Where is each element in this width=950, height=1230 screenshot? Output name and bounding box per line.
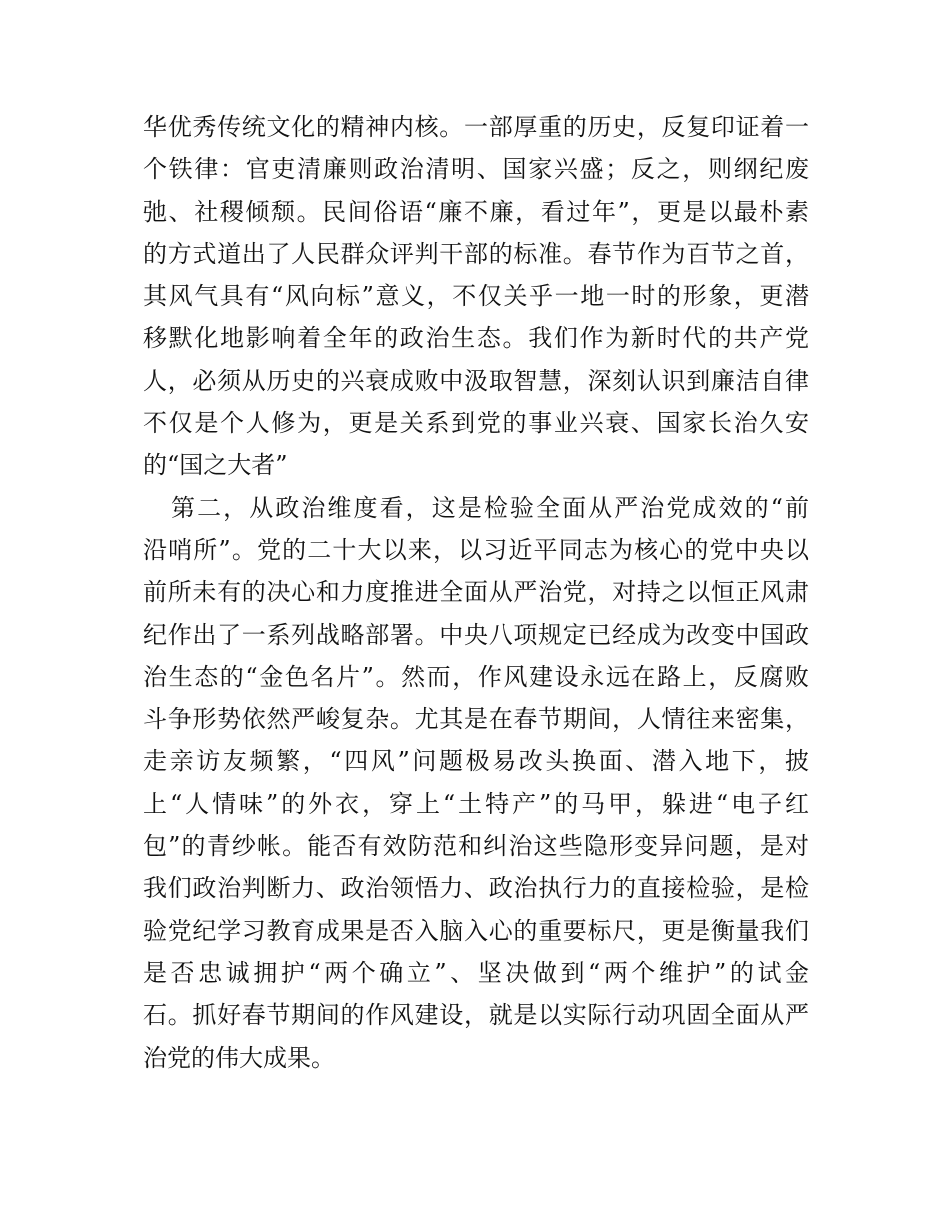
text-line: 我们政治判断力、政治领悟力、政治执行力的直接检验，是检	[143, 874, 809, 903]
text-line: 个铁律：官吏清廉则政治清明、国家兴盛；反之，则纲纪废	[143, 155, 809, 184]
text-line: 沿哨所”。党的二十大以来，以习近平同志为核心的党中央以	[143, 535, 809, 564]
document-page	[143, 106, 809, 1079]
text-line: 的“国之大者”	[143, 451, 288, 480]
text-line: 石。抓好春节期间的作风建设，就是以实际行动巩固全面从严	[143, 1001, 809, 1030]
text-line: 纪作出了一系列战略部署。中央八项规定已经成为改变中国政	[143, 620, 809, 649]
text-line: 验党纪学习教育成果是否入脑入心的重要标尺，更是衡量我们	[143, 916, 809, 945]
text-line: 上“人情味”的外衣，穿上“土特产”的马甲，躲进“电子红	[143, 789, 809, 818]
text-line: 不仅是个人修为，更是关系到党的事业兴衰、国家长治久安	[143, 409, 809, 438]
text-line: 第二，从政治维度看，这是检验全面从严治党成效的“前	[171, 493, 809, 522]
text-line: 人，必须从历史的兴衰成败中汲取智慧，深刻认识到廉洁自律	[143, 366, 809, 395]
text-line: 治党的伟大成果。	[143, 1043, 335, 1072]
text-line: 走亲访友频繁，“四风”问题极易改头换面、潜入地下，披	[143, 747, 809, 776]
text-line: 斗争形势依然严峻复杂。尤其是在春节期间，人情往来密集，	[143, 705, 809, 734]
text-line: 弛、社稷倾颓。民间俗语“廉不廉，看过年”，更是以最朴素	[143, 197, 809, 226]
text-line: 包”的青纱帐。能否有效防范和纠治这些隐形变异问题，是对	[143, 832, 809, 861]
text-line: 华优秀传统文化的精神内核。一部厚重的历史，反复印证着一	[143, 113, 809, 141]
text-line: 移默化地影响着全年的政治生态。我们作为新时代的共产党	[143, 324, 809, 353]
paragraph	[143, 487, 809, 1079]
text-line: 治生态的“金色名片”。然而，作风建设永远在路上，反腐败	[143, 662, 809, 691]
text-line: 是否忠诚拥护“两个确立”、坚决做到“两个维护”的试金	[143, 958, 809, 987]
text-line: 的方式道出了人民群众评判干部的标准。春节作为百节之首，	[143, 239, 809, 268]
text-line: 其风气具有“风向标”意义，不仅关乎一地一时的形象，更潜	[143, 282, 809, 311]
paragraph	[143, 106, 809, 487]
text-line: 前所未有的决心和力度推进全面从严治党，对持之以恒正风肃	[143, 578, 809, 607]
